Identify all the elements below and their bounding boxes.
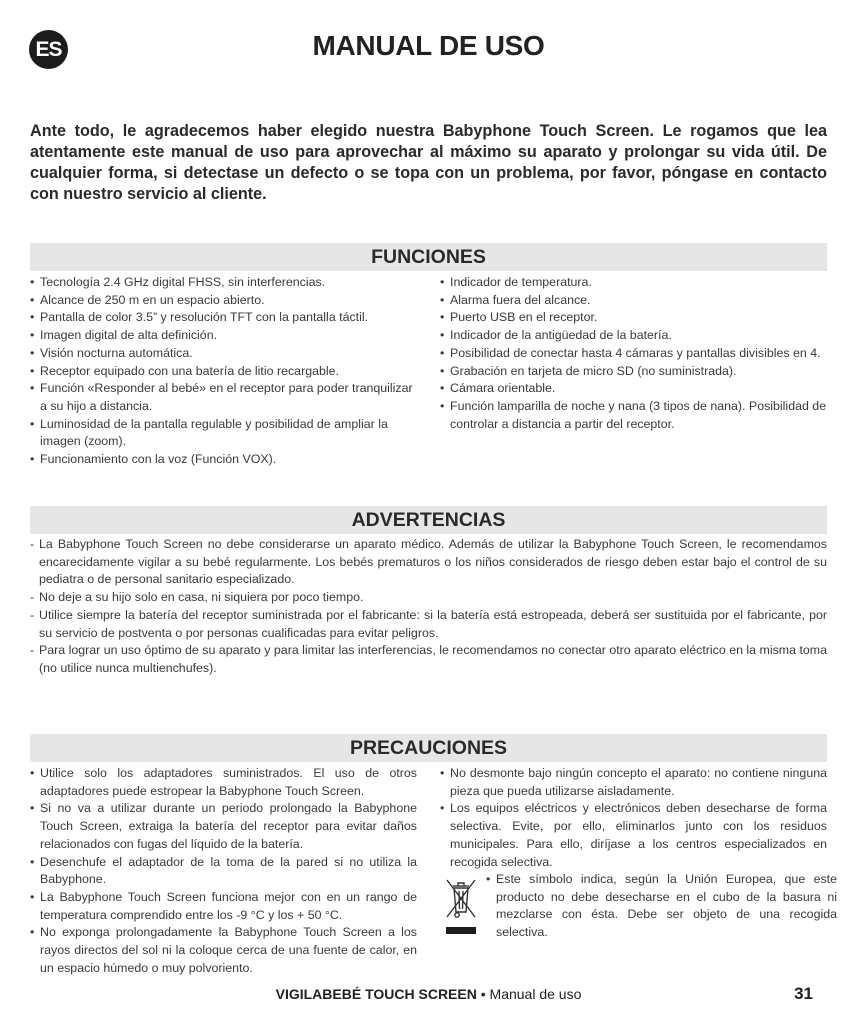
list-item: • Indicador de la antigüedad de la batería. <box>440 327 827 345</box>
list-item: • Visión nocturna automática. <box>30 345 420 363</box>
funciones-left-list <box>30 274 420 469</box>
precauciones-right-list <box>440 765 827 871</box>
list-item: • Tecnología 2.4 GHz digital FHSS, sin interferencias. <box>30 274 420 292</box>
advertencias-list <box>30 536 827 678</box>
list-item: • Desenchufe el adaptador de la toma de la pared si no utiliza la Babyphone. <box>30 854 417 889</box>
list-item: • Función lamparilla de noche y nana (3 tipos de nana). Posibilidad de controlar a distancia a partir del receptor. <box>440 398 827 433</box>
list-item: • Cámara orientable. <box>440 380 827 398</box>
list-item: • Indicador de temperatura. <box>440 274 827 292</box>
page-footer <box>0 986 857 1002</box>
list-item: - La Babyphone Touch Screen no debe considerarse un aparato médico. Además de utilizar la Babyphone Touch Screen, le recomendamos encarecidamente vigilar a su bebé regularmente. Los bebés prematuros o los niños considerados de riesgo deben estar bajo el control de su pediatra o de personal sanitario especializado. <box>30 536 827 589</box>
footer-doc-name: Manual de uso <box>489 986 582 1002</box>
list-item: • Alcance de 250 m en un espacio abierto. <box>30 292 420 310</box>
list-item: • Alarma fuera del alcance. <box>440 292 827 310</box>
funciones-right-list <box>440 274 827 433</box>
list-item: • Si no va a utilizar durante un periodo prolongado la Babyphone Touch Screen, extraiga la batería del receptor para evitar daños relacionados con fugas del líquido de la batería. <box>30 800 417 853</box>
precauciones-left-list <box>30 765 417 977</box>
list-item: • Puerto USB en el receptor. <box>440 309 827 327</box>
list-item: • Grabación en tarjeta de micro SD (no suministrada). <box>440 363 827 381</box>
list-item: • No exponga prolongadamente la Babyphone Touch Screen a los rayos directos del sol ni la coloque cerca de una fuente de calor, en un espacio húmedo o muy polvoriento. <box>30 924 417 977</box>
list-item: • Los equipos eléctricos y electrónicos deben desecharse de forma selectiva. Evite, por ello, eliminarlos junto con los residuos municipales. Para ello, diríjase a los centros especializados en recogida selectiva. <box>440 800 827 871</box>
footer-separator: • <box>480 986 486 1002</box>
list-item: • Funcionamiento con la voz (Función VOX). <box>30 451 420 469</box>
list-item: • Imagen digital de alta definición. <box>30 327 420 345</box>
list-item: • Utilice solo los adaptadores suministrados. El uso de otros adaptadores puede estropear la Babyphone Touch Screen. <box>30 765 417 800</box>
list-item: • Luminosidad de la pantalla regulable y posibilidad de ampliar la imagen (zoom). <box>30 416 420 451</box>
list-item: • Receptor equipado con una batería de litio recargable. <box>30 363 420 381</box>
list-item: - Utilice siempre la batería del receptor suministrada por el fabricante: si la batería está estropeada, deberá ser sustituida por el fabricante, por su servicio de postventa o por personas cualificadas para evitar peligros. <box>30 607 827 642</box>
crossed-out-wheelie-bin-icon <box>444 876 478 936</box>
list-item: • No desmonte bajo ningún concepto el aparato: no contiene ninguna pieza que pueda utilizarse aisladamente. <box>440 765 827 800</box>
weee-symbol-note: • Este símbolo indica, según la Unión Europea, que este producto no debe desecharse en el cubo de la basura ni mezclarse con ésta. Debe ser objeto de una recogida selectiva. <box>486 871 837 942</box>
section-heading-funciones: FUNCIONES <box>30 243 827 271</box>
list-item: - No deje a su hijo solo en casa, ni siquiera por poco tiempo. <box>30 589 827 607</box>
section-heading-precauciones: PRECAUCIONES <box>30 734 827 762</box>
list-item: • La Babyphone Touch Screen funciona mejor con en un rango de temperatura comprendido entre los -9 °C y los + 50 °C. <box>30 889 417 924</box>
list-item: • Posibilidad de conectar hasta 4 cámaras y pantallas divisibles en 4. <box>440 345 827 363</box>
list-item: - Para lograr un uso óptimo de su aparato y para limitar las interferencias, le recomendamos no conectar otro aparato eléctrico en la misma toma (no utilice nunca multienchufes). <box>30 642 827 677</box>
section-heading-advertencias: ADVERTENCIAS <box>30 506 827 534</box>
list-item: • Función «Responder al bebé» en el receptor para poder tranquilizar a su hijo a distancia. <box>30 380 420 415</box>
page-number: 31 <box>794 984 813 1003</box>
intro-paragraph: Ante todo, le agradecemos haber elegido nuestra Babyphone Touch Screen. Le rogamos que lea atentamente este manual de uso para aprovechar al máximo su aparato y prolongar su vida útil. De cualquier forma, si detectase un defecto o se topa con un problema, por favor, póngase en contacto con nuestro servicio al cliente. <box>30 122 827 203</box>
list-item: • Pantalla de color 3.5” y resolución TFT con la pantalla táctil. <box>30 309 420 327</box>
language-badge: ES <box>29 30 68 69</box>
page-title: MANUAL DE USO <box>312 30 545 61</box>
footer-product-name: VIGILABEBÉ TOUCH SCREEN <box>275 986 477 1002</box>
